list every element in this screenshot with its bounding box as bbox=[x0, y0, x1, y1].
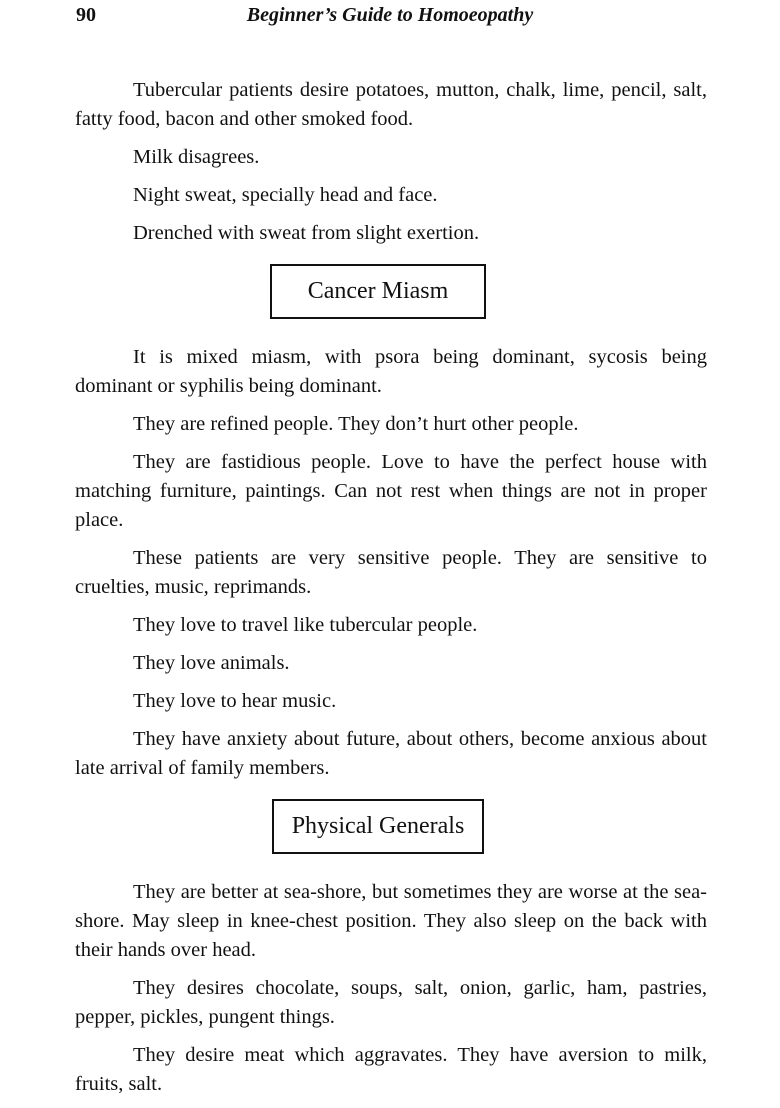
paragraph: They are refined people. They don’t hurt other people. bbox=[133, 413, 579, 435]
paragraph: Drenched with sweat from slight exertion. bbox=[133, 222, 480, 244]
physical-generals-section bbox=[75, 878, 707, 1099]
tubercular-section bbox=[75, 76, 707, 248]
page-content bbox=[75, 76, 707, 1108]
paragraph: It is mixed miasm, with psora being dominant, sycosis being dominant or syphilis being dominant. bbox=[75, 346, 707, 397]
paragraph: They love to travel like tubercular people. bbox=[133, 614, 478, 636]
cancer-miasm-section bbox=[75, 343, 707, 783]
running-title: Beginner’s Guide to Homoeopathy bbox=[246, 4, 534, 26]
paragraph: They desire meat which aggravates. They have aversion to milk, fruits, salt. bbox=[75, 1044, 707, 1095]
section-heading-cancer-miasm: Cancer Miasm bbox=[270, 264, 487, 319]
paragraph: Milk disagrees. bbox=[133, 146, 260, 168]
heading-container bbox=[75, 264, 707, 319]
heading-container bbox=[75, 799, 707, 854]
page-header bbox=[76, 4, 704, 30]
section-heading-physical-generals: Physical Generals bbox=[272, 799, 485, 854]
paragraph: They love to hear music. bbox=[133, 690, 337, 712]
paragraph: Tubercular patients desire potatoes, mutton, chalk, lime, pencil, salt, fatty food, bacon and other smoked food. bbox=[75, 79, 707, 130]
paragraph: They desires chocolate, soups, salt, onion, garlic, ham, pastries, pepper, pickles, pungent things. bbox=[75, 977, 707, 1028]
page-number: 90 bbox=[76, 4, 96, 26]
paragraph: They love animals. bbox=[133, 652, 290, 674]
paragraph: They are fastidious people. Love to have the perfect house with matching furniture, paintings. Can not rest when things are not in proper place. bbox=[75, 451, 707, 531]
paragraph: They are better at sea-shore, but sometimes they are worse at the sea-shore. May sleep in knee-chest position. They also sleep on the back with their hands over head. bbox=[75, 881, 707, 961]
paragraph: These patients are very sensitive people. They are sensitive to cruelties, music, reprimands. bbox=[75, 547, 707, 598]
paragraph: Night sweat, specially head and face. bbox=[133, 184, 438, 206]
paragraph: They have anxiety about future, about others, become anxious about late arrival of family members. bbox=[75, 728, 707, 779]
